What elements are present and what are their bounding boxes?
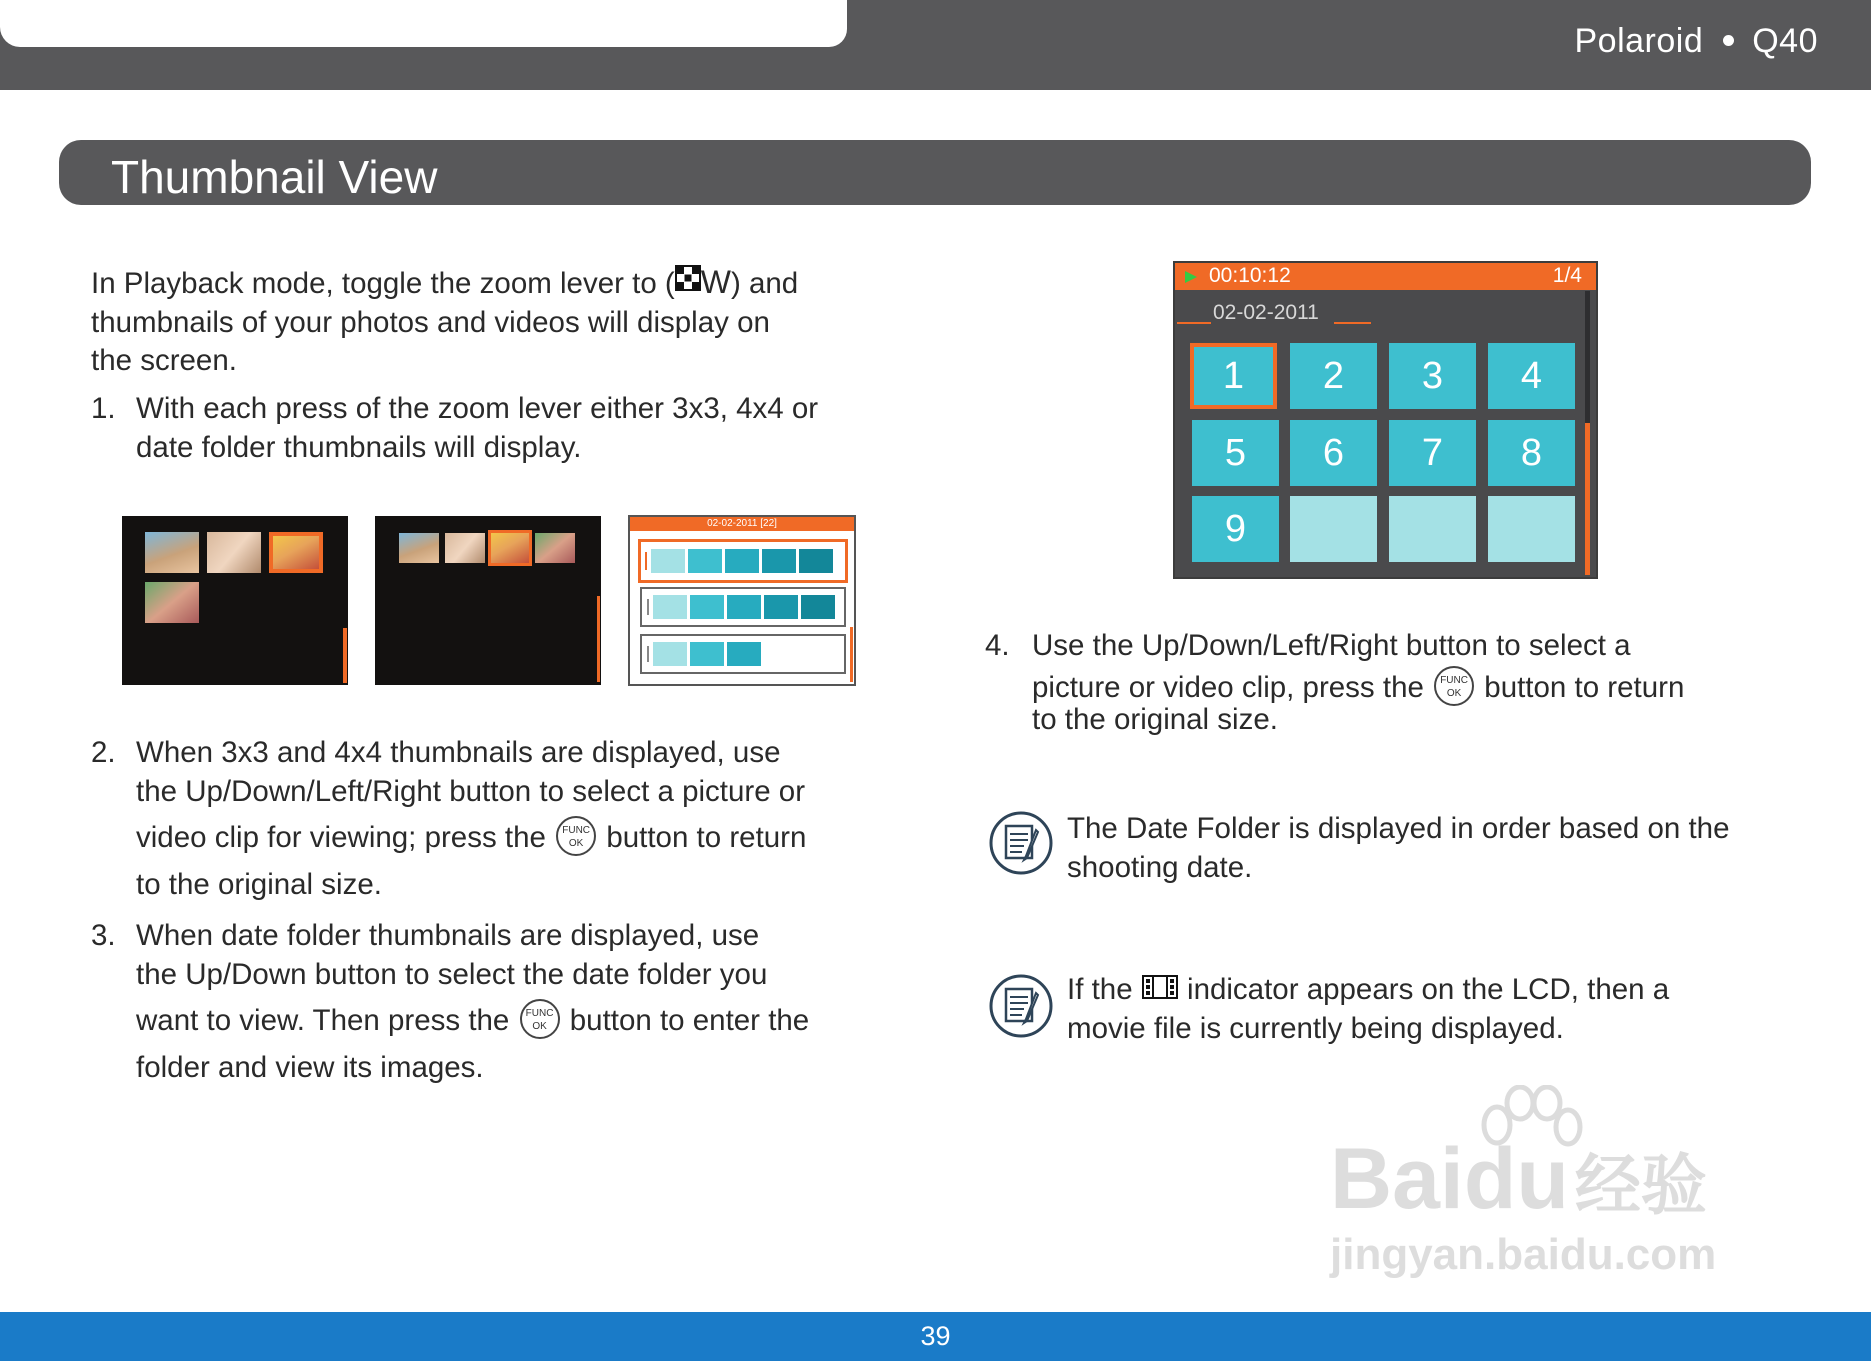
note-2-text-a: If the [1067,973,1133,1006]
step-4-line: to the original size. [1032,703,1278,736]
thumbnail-grid-icon [675,263,701,302]
note-2-text-b: indicator appears on the LCD, then a [1187,973,1670,1006]
photo-thumbnail [445,533,485,563]
step-2-line: When 3x3 and 4x4 thumbnails are displayed, use [136,736,781,769]
lcd-cell-empty [1389,496,1476,562]
step-2-line: the Up/Down/Left/Right button to select a picture or [136,774,806,808]
lcd-cell: 8 [1488,420,1575,486]
lcd-scrollbar-thumb [1585,423,1590,575]
step-3-text [136,917,936,1087]
lcd-cell: 7 [1389,420,1476,486]
photo-thumbnail [535,533,575,563]
watermark-url: jingyan.baidu.com [1330,1230,1717,1279]
thumbnail-3x3-screen [122,516,348,685]
play-icon [1183,269,1199,285]
thumbnail-4x4-screen [375,516,601,685]
step-3-text-a: want to view. Then press the [136,1004,510,1037]
brand-label [1574,22,1818,61]
step-2-text-a: video clip for viewing; press the [136,821,546,854]
step-number: 2. [91,736,116,769]
watermark-logo-b: du [1463,1131,1569,1227]
step-number: 3. [91,919,116,952]
note-1-line: shooting date. [1067,850,1253,884]
page-number: 39 [920,1321,951,1351]
note-1-text [1067,810,1827,887]
step-4-text-a: picture or video clip, press the [1032,670,1424,704]
lcd-time: 00:10:12 [1209,264,1291,287]
bullet-dot [1723,35,1734,46]
lcd-counter: 1/4 [1552,264,1582,287]
lcd-cell: 6 [1290,420,1377,486]
step-number: 4. [985,629,1010,662]
date-folder-row [640,587,846,627]
lcd-cell: 9 [1192,496,1279,562]
lcd-cell-selected: 1 [1190,343,1277,409]
step-4-text [1032,627,1832,740]
step-3-line: folder and view its images. [136,1050,484,1084]
scroll-indicator [597,596,600,682]
date-folder-row [640,634,846,674]
step-3-line: the Up/Down button to select the date folder you [136,957,768,991]
photo-thumbnail [145,582,199,623]
watermark-logo-a: Bai [1330,1131,1464,1227]
section-title: Thumbnail View [111,151,438,203]
step-3-text-b: button to enter the [569,1004,810,1037]
date-underline-right [1334,322,1371,324]
step-2-text [136,734,936,904]
photo-thumbnail [207,532,261,573]
lcd-cell-empty [1290,496,1377,562]
date-folder-header: 02-02-2011 [22] [630,517,854,531]
step-4-line: Use the Up/Down/Left/Right button to select a [1032,629,1631,662]
note-1-line: The Date Folder is displayed in order based on the [1067,812,1730,845]
step-4-text-b: button to return [1484,670,1685,704]
brand-name: Polaroid [1574,22,1704,60]
zoom-w-label: W [700,264,731,300]
note-2-line: movie file is currently being displayed. [1067,1011,1564,1045]
step-number: 1. [91,392,116,425]
step-2-text-b: button to return [606,821,807,854]
note-icon [988,810,1054,876]
selected-thumbnail [269,532,323,573]
photo-thumbnail [399,533,439,563]
movie-film-icon [1141,973,1179,1001]
watermark-logo [1330,1130,1707,1229]
photo-thumbnail [145,532,199,573]
intro-paragraph [91,263,911,381]
step-2-line [136,819,936,858]
scroll-indicator [850,627,853,682]
intro-text-a: In Playback mode, toggle the zoom lever to ( [91,267,675,300]
func-ok-button-icon: FUNC OK [520,999,560,1039]
lcd-cell: 2 [1290,343,1377,409]
note-2-text [1067,971,1827,1048]
step-1-text [136,390,936,467]
step-1-line: With each press of the zoom lever either 3x3, 4x4 or [136,392,819,425]
selected-thumbnail [488,530,532,566]
note-icon [988,973,1054,1039]
date-folder-screen [628,515,856,686]
step-3-line [136,1002,936,1041]
scroll-indicator [343,628,347,683]
step-3-line: When date folder thumbnails are displayed, use [136,919,760,952]
note-2-line [1067,971,1827,1010]
lcd-thumbnail-screen [1173,261,1598,579]
model-name: Q40 [1752,22,1818,60]
lcd-cell: 4 [1488,343,1575,409]
intro-line-2: thumbnails of your photos and videos will display on [91,305,770,339]
date-folder-row-selected [638,539,848,583]
step-2-line: to the original size. [136,867,382,901]
lcd-date: 02-02-2011 [1213,301,1319,324]
lcd-cell: 5 [1192,420,1279,486]
header-tab [0,0,847,47]
step-1-line: date folder thumbnails will display. [136,430,582,464]
func-ok-button-icon: FUNC OK [1434,666,1474,706]
intro-line-3: the screen. [91,344,237,377]
intro-line-1 [91,263,911,304]
lcd-cell: 3 [1389,343,1476,409]
watermark-chinese: 经验 [1574,1148,1707,1222]
date-underline-left [1177,322,1211,324]
intro-text-b: ) and [730,267,799,300]
lcd-cell-empty [1488,496,1575,562]
func-ok-button-icon: FUNC OK [556,816,596,856]
